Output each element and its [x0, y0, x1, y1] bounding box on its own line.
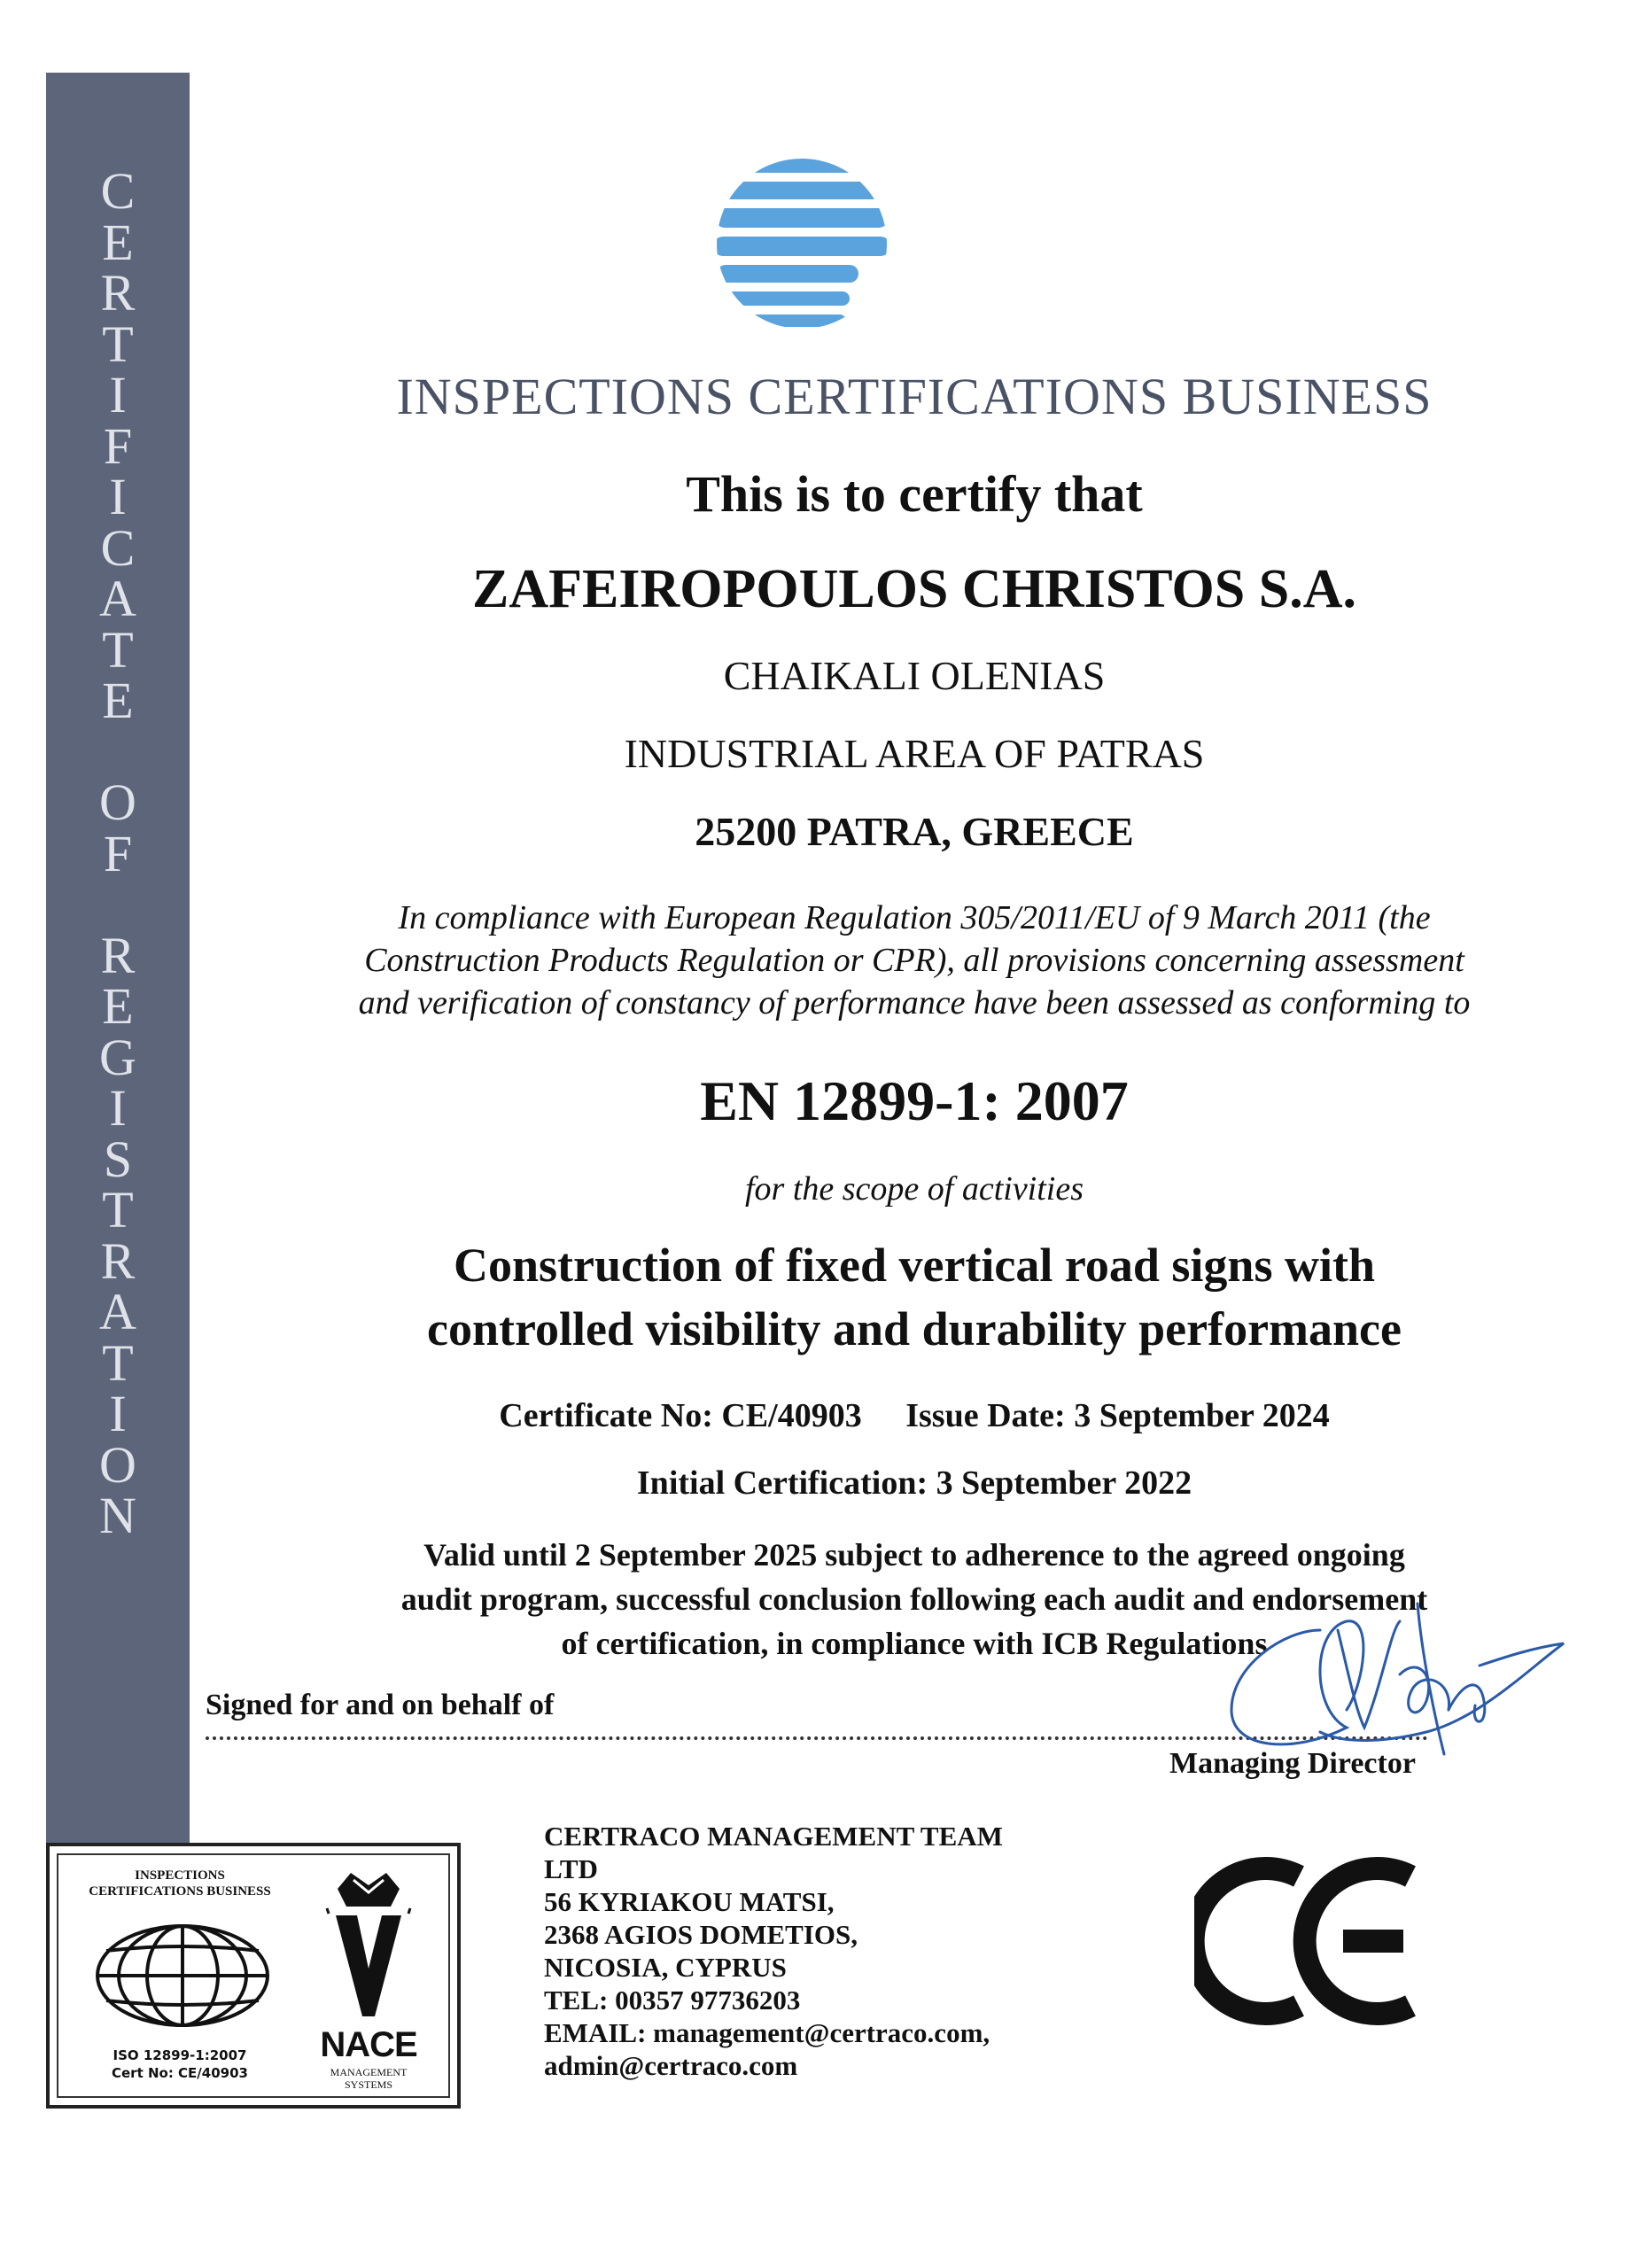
accreditation-stamp [46, 1843, 461, 2109]
company-name: ZAFEIROPOULOS CHRISTOS S.A. [472, 559, 1356, 619]
band-letter: R [100, 1231, 136, 1290]
scope-of-activities [190, 1233, 1639, 1361]
compliance-line-2: Construction Products Regulation or CPR), all provisions concerning assessment [364, 942, 1464, 979]
compliance-line-1: In compliance with European Regulation 305/2011/EU of 9 March 2011 (the [398, 899, 1431, 936]
scope-label: for the scope of activities [744, 1170, 1084, 1208]
certraco-line-4: 2368 AGIOS DOMETIOS, [544, 1919, 858, 1950]
band-letter: A [99, 1283, 136, 1340]
address-line-3: 25200 PATRA, GREECE [695, 809, 1134, 854]
band-letter: E [102, 977, 134, 1035]
stamp-iso: ISO 12899-1:2007 [113, 2047, 247, 2063]
certraco-line-8: admin@certraco.com [544, 2050, 798, 2081]
band-letter: I [109, 1385, 127, 1442]
nace-logo [302, 1864, 435, 2091]
organization-heading: INSPECTIONS CERTIFICATIONS BUSINESS [396, 368, 1433, 425]
band-letter: I [109, 1079, 127, 1137]
signatory-title: Managing Director [1169, 1747, 1416, 1780]
certificate-number: Certificate No: CE/40903 [499, 1397, 862, 1434]
nace-name: NACE [320, 2025, 417, 2064]
ce-marking-icon [1194, 1857, 1425, 2025]
band-letter: C [100, 518, 136, 577]
certraco-line-3: 56 KYRIAKOU MATSI, [544, 1886, 835, 1917]
band-letter: G [99, 1028, 136, 1086]
address-line-2: INDUSTRIAL AREA OF PATRAS [624, 731, 1205, 776]
band-letter: F [103, 416, 133, 475]
scope-line-1: Construction of fixed vertical road signs with [454, 1239, 1375, 1292]
certraco-line-7: EMAIL: management@certraco.com, [544, 2017, 990, 2048]
stamp-organization [69, 1868, 291, 1899]
band-letter: O [99, 773, 136, 831]
band-letter: E [102, 213, 134, 271]
signed-label: Signed for and on behalf of [206, 1689, 555, 1721]
nace-sub-line-1: MANAGEMENT [330, 2066, 408, 2078]
certraco-address [544, 1820, 1058, 2082]
compliance-line-3: and verification of constancy of performance have been assessed as conforming to [358, 984, 1471, 1021]
nace-sub-line-2: SYSTEMS [344, 2078, 393, 2091]
compliance-statement [190, 897, 1639, 1024]
nace-subtitle [302, 2066, 435, 2091]
band-letter: O [99, 1435, 136, 1494]
certificate-info [190, 1396, 1639, 1435]
band-letter: T [102, 315, 134, 373]
globe-icon [94, 1922, 271, 2029]
certraco-line-1: CERTRACO MANAGEMENT TEAM [544, 1821, 1003, 1852]
vertical-certificate-band [46, 73, 190, 1905]
certraco-line-6: TEL: 00357 97736203 [544, 1984, 801, 2016]
band-letter: I [109, 468, 127, 525]
standard-number: EN 12899-1: 2007 [700, 1069, 1129, 1132]
band-letter: N [99, 1487, 136, 1544]
band-letter: S [103, 1130, 133, 1188]
crown-checkmark-icon [302, 1864, 435, 2023]
band-letter: T [102, 1333, 134, 1392]
validity-line-1: Valid until 2 September 2025 subject to adherence to the agreed ongoing [423, 1537, 1405, 1573]
scope-line-2: controlled visibility and durability performance [426, 1302, 1402, 1355]
stamp-org-line-2: CERTIFICATIONS BUSINESS [89, 1884, 271, 1899]
certraco-line-2: LTD [544, 1853, 598, 1884]
band-letter: C [100, 162, 136, 220]
issue-date: Issue Date: 3 September 2024 [905, 1397, 1330, 1434]
stamp-cert-no: Cert No: CE/40903 [112, 2065, 248, 2081]
address-line-1: CHAIKALI OLENIAS [723, 653, 1106, 698]
validity-line-2: audit program, successful conclusion following each audit and endorsement [400, 1581, 1428, 1617]
initial-certification: Initial Certification: 3 September 2022 [636, 1464, 1192, 1502]
certraco-line-5: NICOSIA, CYPRUS [544, 1952, 787, 1983]
band-letter: T [102, 1181, 134, 1239]
handwritten-signature [1214, 1577, 1568, 1772]
stamp-iso-info [69, 2047, 291, 2082]
band-letter: E [102, 672, 134, 729]
validity-line-3: of certification, in compliance with ICB Regulations [561, 1626, 1268, 1661]
striped-globe-icon [713, 155, 890, 332]
band-letter: I [109, 366, 127, 423]
band-letter: T [102, 620, 134, 679]
band-letter: A [99, 570, 136, 627]
band-letter: R [100, 926, 136, 984]
stamp-org-line-1: INSPECTIONS [135, 1868, 225, 1883]
certify-intro: This is to certify that [686, 465, 1143, 523]
band-letter: R [100, 264, 136, 322]
band-letter: F [103, 824, 133, 882]
